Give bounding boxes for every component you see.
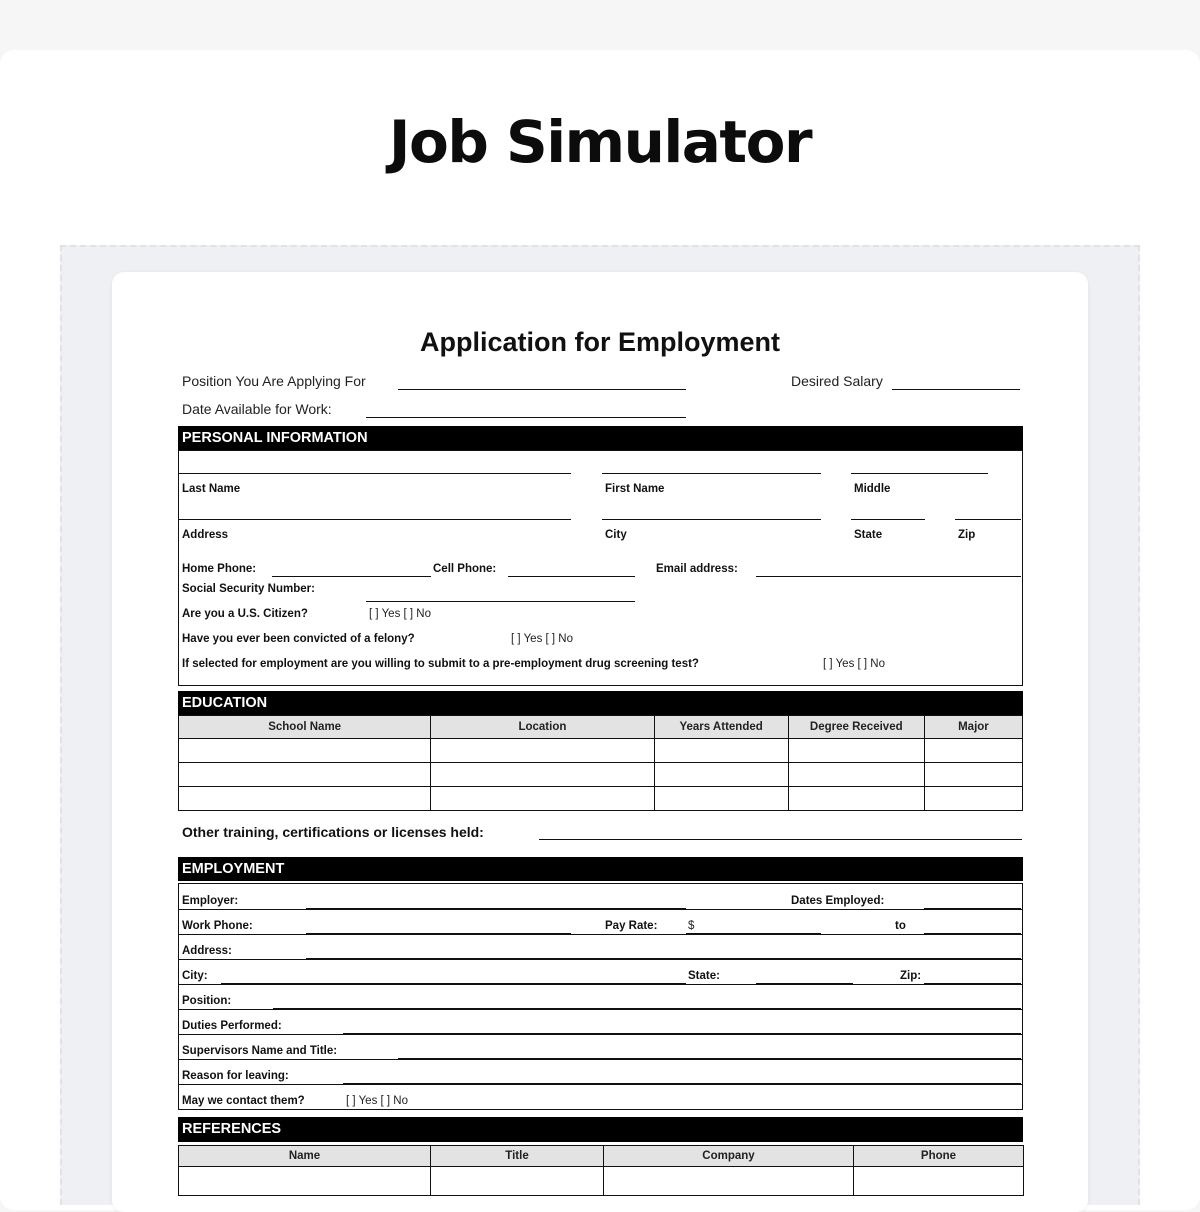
references-header-row — [179, 1146, 1024, 1167]
table-cell[interactable] — [179, 763, 431, 787]
supervisor-label: Supervisors Name and Title: — [182, 1045, 338, 1057]
app-title: Job Simulator — [388, 108, 812, 176]
col-years-attended: Years Attended — [654, 716, 788, 739]
employer-address-field[interactable] — [306, 958, 1021, 959]
drug-question: If selected for employment are you willing to submit to a pre-employment drug screening test? — [182, 658, 699, 670]
education-heading: EDUCATION — [178, 691, 1023, 715]
to-label: to — [895, 920, 906, 932]
dates-employed-label: Dates Employed: — [791, 895, 885, 907]
zip-label: Zip — [958, 529, 976, 541]
personal-info-heading: PERSONAL INFORMATION — [178, 426, 1023, 450]
references-heading: REFERENCES — [178, 1117, 1023, 1142]
salary-label: Desired Salary — [791, 373, 883, 389]
employment-box — [178, 883, 1023, 1110]
table-cell[interactable] — [924, 739, 1022, 763]
col-major: Major — [924, 716, 1022, 739]
row-divider — [179, 1059, 1022, 1060]
contact-question: May we contact them? — [182, 1095, 305, 1107]
dates-employed-from-field[interactable] — [924, 908, 1021, 909]
email-label: Email address: — [656, 563, 738, 575]
email-field[interactable] — [756, 576, 1021, 577]
city-label: City — [605, 529, 627, 541]
cell-phone-label: Cell Phone: — [433, 563, 497, 575]
row-divider — [179, 1084, 1022, 1085]
col-degree-received: Degree Received — [788, 716, 924, 739]
job-position-label: Position: — [182, 995, 232, 1007]
table-cell[interactable] — [431, 1167, 604, 1196]
col-ref-phone: Phone — [854, 1146, 1024, 1167]
dollar-sign: $ — [688, 920, 695, 932]
table-cell[interactable] — [431, 763, 654, 787]
employer-field[interactable] — [306, 908, 686, 909]
col-ref-company: Company — [604, 1146, 854, 1167]
table-cell[interactable] — [788, 763, 924, 787]
table-cell[interactable] — [431, 739, 654, 763]
personal-info-box — [178, 450, 1023, 686]
table-cell[interactable] — [431, 787, 654, 811]
employer-state-label: State: — [688, 970, 720, 982]
duties-label: Duties Performed: — [182, 1020, 282, 1032]
work-phone-label: Work Phone: — [182, 920, 253, 932]
table-row — [179, 1167, 1024, 1196]
duties-field[interactable] — [343, 1033, 1021, 1034]
home-phone-field[interactable] — [272, 576, 431, 577]
position-field[interactable] — [398, 389, 686, 390]
references-table — [178, 1145, 1024, 1196]
state-label: State — [854, 529, 883, 541]
row-divider — [179, 984, 1022, 985]
col-school-name: School Name — [179, 716, 431, 739]
contact-yes-no[interactable]: [ ] Yes [ ] No — [346, 1095, 409, 1107]
employer-state-field[interactable] — [756, 983, 853, 984]
employer-city-field[interactable] — [221, 983, 686, 984]
first-name-label: First Name — [605, 483, 665, 495]
middle-field[interactable] — [851, 473, 988, 474]
employment-heading: EMPLOYMENT — [178, 857, 1023, 881]
employer-label: Employer: — [182, 895, 239, 907]
table-cell[interactable] — [654, 739, 788, 763]
table-cell[interactable] — [654, 763, 788, 787]
table-cell[interactable] — [179, 739, 431, 763]
last-name-label: Last Name — [182, 483, 241, 495]
table-cell[interactable] — [179, 787, 431, 811]
ssn-field[interactable] — [366, 601, 635, 602]
other-training-field[interactable] — [539, 839, 1022, 840]
employer-zip-label: Zip: — [900, 970, 922, 982]
table-row — [179, 739, 1023, 763]
salary-field[interactable] — [892, 389, 1020, 390]
table-cell[interactable] — [854, 1167, 1024, 1196]
form-title: Application for Employment — [419, 327, 781, 357]
dates-employed-to-field[interactable] — [924, 933, 1021, 934]
work-phone-field[interactable] — [306, 933, 571, 934]
reason-field[interactable] — [343, 1083, 1021, 1084]
employer-address-label: Address: — [182, 945, 232, 957]
available-label: Date Available for Work: — [182, 401, 332, 417]
available-field[interactable] — [366, 417, 686, 418]
table-row — [179, 763, 1023, 787]
row-divider — [179, 1009, 1022, 1010]
table-cell[interactable] — [788, 739, 924, 763]
col-location: Location — [431, 716, 654, 739]
felony-question: Have you ever been convicted of a felony? — [182, 633, 415, 645]
address-field[interactable] — [179, 519, 571, 520]
row-divider — [179, 909, 1022, 910]
col-ref-name: Name — [179, 1146, 431, 1167]
job-position-field[interactable] — [273, 1008, 1021, 1009]
ssn-label: Social Security Number: — [182, 583, 315, 595]
felony-yes-no[interactable]: [ ] Yes [ ] No — [511, 633, 574, 645]
cell-phone-field[interactable] — [508, 576, 635, 577]
table-cell[interactable] — [604, 1167, 854, 1196]
table-row — [179, 787, 1023, 811]
citizen-question: Are you a U.S. Citizen? — [182, 608, 308, 620]
table-cell[interactable] — [654, 787, 788, 811]
address-label: Address — [182, 529, 229, 541]
other-training-label: Other training, certifications or licenses held: — [182, 824, 484, 840]
home-phone-label: Home Phone: — [182, 563, 257, 575]
first-name-field[interactable] — [602, 473, 821, 474]
pay-rate-label: Pay Rate: — [605, 920, 658, 932]
drug-yes-no[interactable]: [ ] Yes [ ] No — [823, 658, 886, 670]
city-field[interactable] — [602, 519, 821, 520]
table-cell[interactable] — [924, 763, 1022, 787]
employer-zip-field[interactable] — [924, 983, 1021, 984]
state-field[interactable] — [851, 519, 925, 520]
education-header-row — [179, 716, 1023, 739]
middle-label: Middle — [854, 483, 891, 495]
row-divider — [179, 934, 1022, 935]
position-label: Position You Are Applying For — [182, 373, 366, 389]
supervisor-field[interactable] — [398, 1058, 1021, 1059]
col-ref-title: Title — [431, 1146, 604, 1167]
row-divider — [179, 1034, 1022, 1035]
zip-field[interactable] — [955, 519, 1021, 520]
row-divider — [179, 959, 1022, 960]
table-cell[interactable] — [179, 1167, 431, 1196]
citizen-yes-no[interactable]: [ ] Yes [ ] No — [369, 608, 432, 620]
education-table — [178, 715, 1023, 811]
last-name-field[interactable] — [179, 473, 571, 474]
table-cell[interactable] — [924, 787, 1022, 811]
employer-city-label: City: — [182, 970, 208, 982]
table-cell[interactable] — [788, 787, 924, 811]
reason-label: Reason for leaving: — [182, 1070, 289, 1082]
pay-rate-field[interactable] — [686, 933, 821, 934]
